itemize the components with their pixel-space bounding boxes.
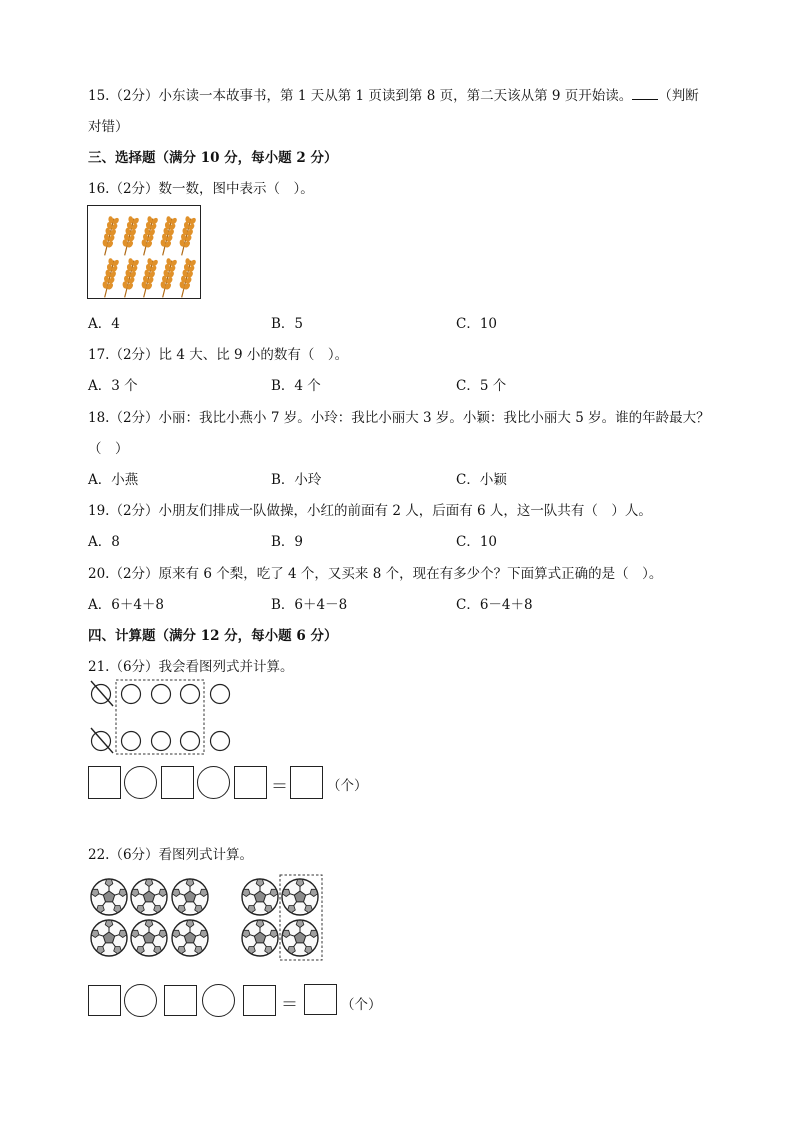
q18-option-a[interactable]: A．小燕 [88,472,139,488]
q17-stem: 17.（2分）比 4 大、比 9 小的数有（ ）。 [88,347,349,363]
wheat-ear-icon [176,215,198,257]
answer-blank[interactable] [632,85,658,100]
wheat-ear-icon [176,257,198,299]
q20-stem: 20.（2分）原来有 6 个梨，吃了 4 个，又买来 8 个，现在有多少个？下面算式正确的是（ ）。 [88,566,663,582]
unit-label: （个） [327,778,368,794]
soccer-ball-icon [242,920,278,956]
wheat-ear-icon [99,215,121,257]
crossed-circle [91,728,113,753]
equals-sign: ＝ [281,995,298,1015]
q16-option-b[interactable]: B．5 [271,316,304,332]
q21-circles-figure [0,675,794,755]
q15-line1 [88,84,699,104]
wheat-ear-icon [157,215,179,257]
q17-option-b[interactable]: B．4 个 [271,378,321,394]
circle [152,732,171,751]
wheat-ear-icon [157,257,179,299]
answer-box-1[interactable] [88,985,121,1016]
wheat-ear-icon [119,257,141,299]
q15-text: 15.（2分）小东读一本故事书，第 1 天从第 1 页读到第 8 页，第二天该从第 9 页开始读。 [88,88,633,104]
section-4-title: 四、计算题（满分 12 分，每小题 6 分） [88,628,338,644]
q19-option-c[interactable]: C．10 [456,534,498,550]
q16-stem: 16.（2分）数一数，图中表示（ ）。 [88,181,314,197]
circle [181,685,200,704]
soccer-ball-icon [131,920,167,956]
operator-circle-2[interactable] [202,984,235,1017]
q18-option-c[interactable]: C．小颖 [456,472,507,488]
answer-box-1[interactable] [88,766,121,799]
equals-sign: ＝ [271,777,288,797]
answer-box-2[interactable] [164,985,197,1016]
circle [211,685,230,704]
crossed-circle [91,681,113,706]
q17-option-c[interactable]: C．5 个 [456,378,507,394]
q18-option-b[interactable]: B．小玲 [271,472,322,488]
wheat-picture [88,206,200,298]
q18-stem-line2: （ ） [88,441,129,457]
soccer-ball-icon [131,879,167,915]
soccer-ball-icon [282,879,318,915]
wheat-ear-icon [99,257,121,299]
q20-option-a[interactable]: A．6＋4＋8 [88,597,165,613]
q20-option-b[interactable]: B．6＋4－8 [271,597,348,613]
operator-circle-1[interactable] [124,984,157,1017]
unit-label: （个） [341,997,382,1013]
circle [122,732,141,751]
answer-box-2[interactable] [161,766,194,799]
result-box[interactable] [304,984,337,1015]
q16-option-a[interactable]: A．4 [88,316,120,332]
wheat-ear-icon [119,215,141,257]
wheat-ear-icon [138,257,160,299]
q15-line2: 对错） [88,119,129,135]
q20-option-c[interactable]: C．6－4＋8 [456,597,533,613]
soccer-ball-icon [91,879,127,915]
circle [152,685,171,704]
soccer-ball-icon [282,920,318,956]
q21-stem: 21.（6分）我会看图列式并计算。 [88,659,294,675]
q22-stem: 22.（6分）看图列式计算。 [88,847,254,863]
soccer-ball-icon [172,920,208,956]
answer-box-3[interactable] [234,766,267,799]
result-box[interactable] [290,766,323,799]
answer-box-3[interactable] [243,985,276,1016]
soccer-ball-icon [242,879,278,915]
q19-option-b[interactable]: B．9 [271,534,304,550]
q15-text-tail: （判断 [658,88,699,104]
section-3-title: 三、选择题（满分 10 分，每小题 2 分） [88,150,338,166]
wheat-picture-frame [87,205,201,299]
q18-stem: 18.（2分）小丽：我比小燕小 7 岁。小玲：我比小丽大 3 岁。小颖：我比小丽大 5 岁。谁的年龄最大？ [88,410,710,426]
soccer-ball-icon [91,920,127,956]
q16-option-c[interactable]: C．10 [456,316,498,332]
operator-circle-1[interactable] [124,766,157,799]
q19-stem: 19.（2分）小朋友们排成一队做操，小红的前面有 2 人，后面有 6 人，这一队共有（ ）人。 [88,503,652,519]
q17-option-a[interactable]: A．3 个 [88,378,138,394]
circle [181,732,200,751]
circle [122,685,141,704]
soccer-ball-icon [172,879,208,915]
circle [211,732,230,751]
operator-circle-2[interactable] [197,766,230,799]
wheat-ear-icon [138,215,160,257]
q22-soccer-ball-figure [0,870,794,965]
q19-option-a[interactable]: A．8 [88,534,120,550]
dashed-group-box [116,680,204,754]
